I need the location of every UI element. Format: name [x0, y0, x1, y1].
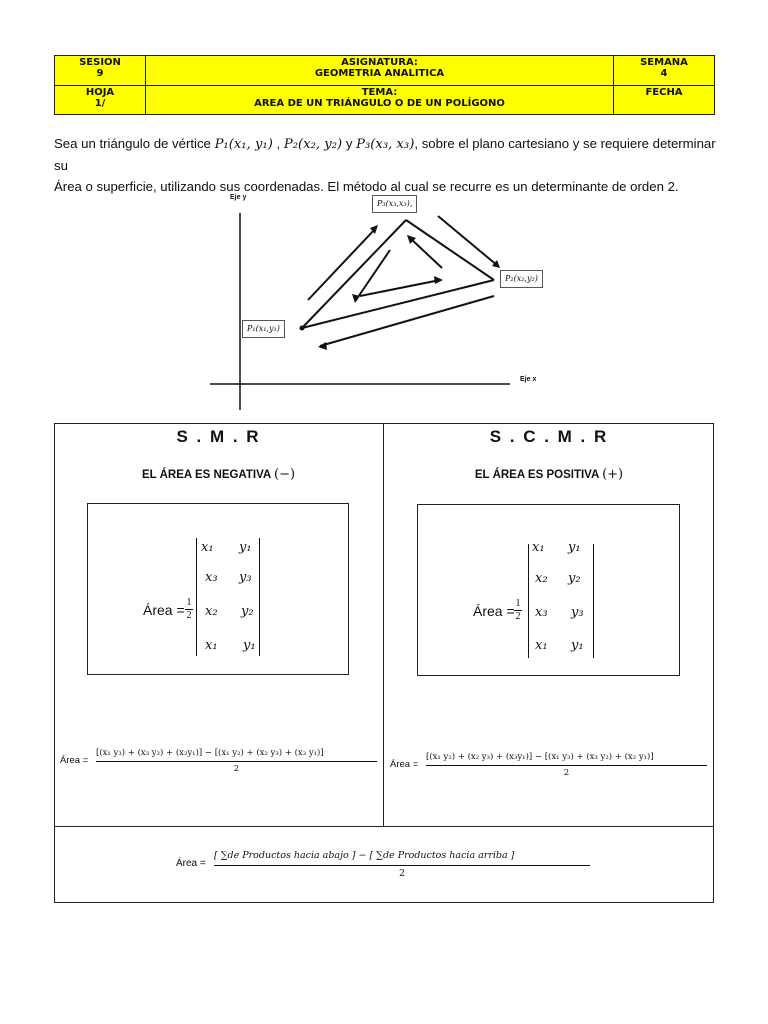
right-m-2-0: x₃: [535, 605, 548, 620]
left-half-fraction: [183, 598, 195, 621]
left-m-0-1: y₁: [239, 540, 252, 555]
left-panel-subtitle: [54, 467, 383, 482]
right-formula: [390, 752, 710, 782]
right-m-3-0: x₁: [535, 638, 548, 653]
left-formula-bar: [96, 761, 377, 762]
bottom-formula-label: Área =: [176, 858, 206, 869]
left-m-1-1: y₃: [239, 570, 252, 585]
right-formula-label: Área =: [390, 759, 419, 770]
header-subject-label: ASIGNATURA:: [341, 57, 418, 68]
right-m-0-1: y₁: [568, 540, 581, 555]
header-subject-value: GEOMETRIA ANALITICA: [314, 68, 445, 79]
right-m-3-1: y₁: [571, 638, 584, 653]
header-week-label: SEMANA: [640, 57, 688, 68]
left-area-label: Área =: [143, 602, 185, 618]
bottom-formula-numerator: [214, 850, 514, 861]
left-m-2-0: x₂: [205, 604, 218, 619]
right-half-fraction: [512, 599, 524, 622]
bottom-formula-numerator-text: [ ∑de Productos hacia abajo ] − [ ∑de Productos hacia arriba ]: [214, 850, 515, 861]
right-subtitle-text: EL ÁREA ES POSITIVA: [474, 469, 599, 481]
left-det-bar-left: [196, 538, 197, 656]
left-sign: (−): [274, 467, 296, 482]
right-det-bar-right: [593, 544, 594, 658]
vertical-divider: [383, 423, 384, 826]
vertex-p1-dot: [300, 326, 305, 331]
left-m-0-0: x₁: [201, 540, 214, 555]
header-topic-label: TEMA:: [361, 86, 398, 98]
inner-arrow-right: [360, 280, 440, 296]
intro-sep-1: ,: [272, 136, 284, 151]
intro-point-p2: P₂(x₂, y₂): [283, 137, 343, 152]
bottom-formula-denominator: 2: [398, 868, 406, 879]
header-subject-cell: [146, 56, 614, 86]
left-panel-title: S . M . R: [176, 427, 261, 446]
header-sheet-value: 1/: [94, 97, 106, 109]
bottom-formula-bar: [214, 865, 590, 866]
y-axis-label: Eje y: [230, 194, 247, 201]
intro-point-p3: P₃(x₃, x₃): [356, 137, 415, 152]
left-m-1-0: x₃: [205, 570, 218, 585]
right-m-2-1: y₃: [571, 605, 584, 620]
right-half-num: 1: [515, 598, 521, 609]
intro-text-end: , sobre el plano cartesiano y se requiere determinar su: [54, 136, 716, 173]
right-m-1-0: x₂: [535, 571, 548, 586]
inner-arrow-right-head: [434, 276, 443, 284]
header-sheet-label: HOJA: [85, 86, 115, 98]
bottom-formula: [176, 850, 596, 882]
intro-text-start: Sea un triángulo de vértice: [54, 136, 215, 151]
right-half-den: 2: [515, 611, 521, 622]
right-panel-subtitle: [384, 467, 714, 482]
header-session-value: 9: [96, 68, 104, 79]
outer-arrow-right: [438, 216, 498, 266]
right-m-1-1: y₂: [568, 571, 581, 586]
header-topic-value: AREA DE UN TRIÁNGULO O DE UN POLÍGONO: [254, 97, 505, 109]
intro-sep-2: y: [342, 136, 357, 151]
inner-arrow-up: [410, 238, 442, 268]
right-formula-numerator: [(x₁ y₂) + (x₂ y₃) + (x₃y₁)] − [(x₁ y₃) + (x₃ y₂) + (x₂ y₁)]: [426, 752, 654, 762]
right-det-bar-left: [528, 544, 529, 658]
header-session-cell: [55, 56, 146, 86]
intro-point-p1: P₁(x₁, y₁): [214, 137, 273, 152]
horizontal-divider: [54, 826, 714, 827]
outer-arrow-bottom: [320, 296, 494, 346]
right-panel-title: S . C . M . R: [489, 427, 609, 446]
point-p3-label: P₃(x₃,x₃),: [372, 195, 417, 213]
header-week-value: 4: [660, 68, 668, 79]
right-formula-bar: [426, 765, 707, 766]
triangle-side-p1-p3: [302, 220, 406, 328]
left-half-den: 2: [186, 610, 192, 621]
right-m-0-0: x₁: [532, 540, 545, 555]
header-date-cell: [614, 85, 715, 115]
right-area-label: Área =: [473, 603, 515, 619]
right-sign: (+): [602, 467, 624, 482]
header-date-label: FECHA: [645, 86, 683, 98]
triangle-side-p3-p2: [406, 220, 494, 280]
left-det-bar-right: [259, 538, 260, 656]
left-m-2-1: y₂: [241, 604, 254, 619]
outer-arrow-up: [308, 228, 376, 300]
left-formula-numerator: [(x₁ y₃) + (x₃ y₂) + (x₂y₁)] − [(x₁ y₂) + (x₂ y₃) + (x₃ y₁)]: [96, 748, 324, 758]
left-matrix-box: [87, 503, 349, 675]
left-half-num: 1: [186, 597, 192, 608]
left-formula-denominator: 2: [233, 764, 240, 774]
point-p2-label: P₂(x₂,y₂): [500, 270, 543, 288]
header-table: [54, 55, 715, 115]
header-week-cell: [614, 56, 715, 86]
x-axis-label: Eje x: [520, 376, 537, 383]
left-m-3-0: x₁: [205, 638, 218, 653]
intro-text-line2: Área o superficie, utilizando sus coordenadas. El método al cual se recurre es un determinante de orden 2.: [54, 179, 679, 194]
point-p1-label: P₁(x₁,y₁): [242, 320, 285, 338]
left-formula-label: Área =: [60, 755, 89, 766]
header-sheet-cell: [55, 85, 146, 115]
left-formula: [60, 748, 378, 778]
right-formula-denominator: 2: [563, 768, 570, 778]
outer-arrow-bottom-head: [318, 342, 327, 350]
right-matrix-box: [417, 504, 680, 676]
left-subtitle-text: EL ÁREA ES NEGATIVA: [141, 469, 271, 481]
header-session-label: SESION: [79, 57, 121, 68]
triangle-diagram: [200, 188, 520, 413]
left-m-3-1: y₁: [243, 638, 256, 653]
header-topic-cell: [146, 85, 614, 115]
